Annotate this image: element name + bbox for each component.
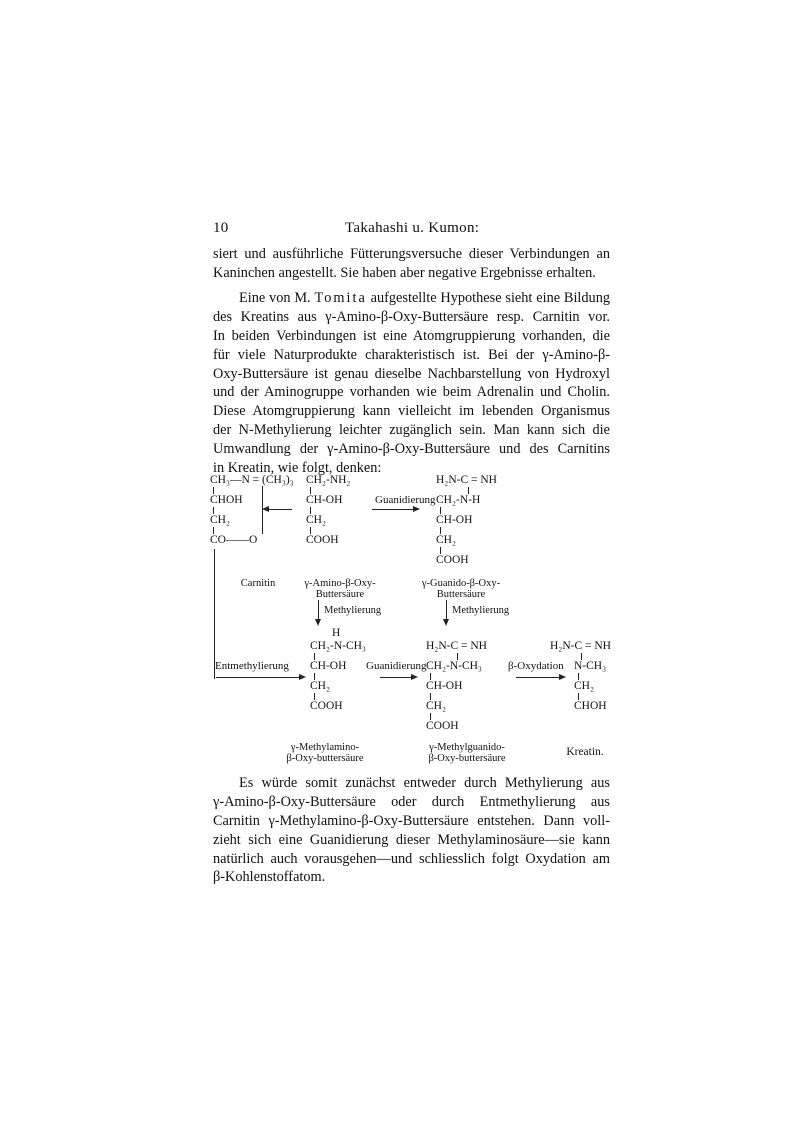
text-line: Carnitin γ-Methylamino-β-Oxy-Buttersäure entstehen. Dann voll- [213, 812, 610, 829]
paragraph-hypothesis [213, 289, 610, 478]
bond [578, 693, 579, 700]
text-line: In beiden Verbindungen ist eine Atomgruppierung vorhanden, die [213, 327, 610, 344]
formula-line: CH₂ [426, 700, 446, 712]
bond [440, 527, 441, 534]
bond [468, 487, 469, 494]
text-line: Umwandlung der γ-Amino-β-Oxy-Buttersäure und des Carnitins [213, 441, 610, 458]
label-methylamino [270, 742, 380, 764]
formula-line: H₂N-C = NH [436, 474, 497, 486]
text-line: siert und ausführliche Fütterungsversuche dieser Verbindungen an [213, 246, 610, 262]
arrow-right [516, 673, 566, 681]
formula-line: CH₂-N-CH₃ [426, 660, 482, 672]
formula-line: H [332, 627, 341, 639]
formula-line: CH-OH [306, 494, 343, 506]
arrow-down [442, 600, 450, 626]
text-line [213, 289, 610, 308]
text-line: Kaninchen angestellt. Sie haben aber negative Ergebnisse erhalten. [213, 264, 596, 281]
author-name: Tomita [314, 290, 367, 306]
label-guanido-acid [406, 578, 516, 600]
bond [310, 527, 311, 534]
bond [314, 693, 315, 700]
arrow-right [372, 505, 420, 513]
formula-line: COOH [426, 720, 459, 732]
label-amino-acid [290, 578, 390, 600]
bond [430, 713, 431, 720]
arrow-down [314, 600, 322, 626]
formula-line: CH₂ [306, 514, 326, 526]
formula-line: COOH [436, 554, 469, 566]
label-line: β-Oxy-buttersäure [428, 753, 506, 764]
formula-line: N-CH₃ [574, 660, 607, 672]
reaction-label-oxydation: β-Oxydation [508, 660, 564, 672]
label-line: γ-Methylguanido- [429, 742, 505, 753]
reaction-label-methylierung: Methylierung [452, 605, 510, 616]
text-line: zieht sich eine Guanidierung dieser Methylaminosäure—sie kann [213, 831, 610, 848]
text-line: γ-Amino-β-Oxy-Buttersäure oder durch Entmethylierung aus [213, 793, 610, 810]
label-line: γ-Methylamino- [290, 742, 360, 753]
text-fragment: Eine von M. [239, 290, 311, 306]
label-line: Buttersäure [436, 589, 486, 600]
formula-line: CHOH [210, 494, 243, 506]
text-line: der N-Methylierung leichter zugänglich sein. Man kann sich die [213, 422, 610, 439]
formula-line: CH-OH [436, 514, 473, 526]
bond [581, 653, 582, 660]
label-line: β-Oxy-buttersäure [286, 753, 364, 764]
running-title: Takahashi u. Kumon: [345, 220, 480, 236]
reaction-label-guanidierung: Guanidierung [366, 660, 427, 672]
bond [440, 507, 441, 514]
label-line: γ-Amino-β-Oxy- [304, 578, 376, 589]
label-line: Buttersäure [315, 589, 365, 600]
arrow-right [380, 673, 418, 681]
formula-line: CH-OH [310, 660, 347, 672]
formula-line: CH₂-NH₂ [306, 474, 351, 486]
formula-line: CH₃—N = (CH₃)₃ [210, 474, 294, 486]
bond [457, 653, 458, 660]
bond [430, 673, 431, 680]
formula-line: CH₂ [310, 680, 330, 692]
text-line: und der Aminogruppe vorhanden wie beim Adrenalin und Cholin. [213, 384, 610, 401]
formula-line: CO——O [210, 534, 258, 546]
formula-line: CH₂ [210, 514, 230, 526]
paragraph-intro [213, 245, 610, 283]
bond [314, 673, 315, 680]
formula-line: H₂N-C = NH [426, 640, 487, 652]
reaction-label-guanidierung: Guanidierung [375, 494, 436, 506]
text-line: des Kreatins aus γ-Amino-β-Oxy-Buttersäure resp. Carnitin vor. [213, 308, 610, 325]
text-line: natürlich auch vorausgehen—und schliesslich folgt Oxydation am [213, 850, 610, 867]
text-line: für viele Naturprodukte charakteristisch ist. Bei der γ-Amino-β- [213, 346, 610, 363]
bond [310, 487, 311, 494]
bond [578, 673, 579, 680]
label-methylguanido [408, 742, 526, 764]
arrow-left [262, 505, 292, 513]
label-carnitin: Carnitin [240, 578, 276, 589]
reaction-label-entmethylierung: Entmethylierung [215, 660, 289, 672]
reaction-label-methylierung: Methylierung [324, 605, 382, 616]
text-fragment: aufgestellte Hypothese sieht eine Bildung [370, 290, 610, 306]
formula-line: H₂N-C = NH [550, 640, 611, 652]
bond [310, 507, 311, 514]
formula-line: CH-OH [426, 680, 463, 692]
label-line: γ-Guanido-β-Oxy- [421, 578, 501, 589]
text-line: Diese Atomgruppierung kann vielleicht im lebenden Organismus [213, 403, 610, 420]
bond [430, 693, 431, 700]
arrow-right [216, 673, 306, 681]
paragraph-conclusion [213, 774, 610, 887]
formula-line: CH₂-N-CH₃ [310, 640, 366, 652]
bond [213, 507, 214, 514]
label-kreatin: Kreatin. [566, 746, 604, 758]
bond [440, 547, 441, 554]
text-line: Oxy-Buttersäure ist genau dieselbe Nachbarstellung von Hydroxyl [213, 365, 610, 382]
page-number: 10 [213, 220, 229, 236]
bond [213, 487, 214, 494]
formula-line: CH₂-N-H [436, 494, 481, 506]
formula-line: CH₂ [574, 680, 594, 692]
text-line: Es würde somit zunächst entweder durch Methylierung aus [239, 775, 610, 791]
formula-line: COOH [306, 534, 339, 546]
formula-line: CHOH [574, 700, 607, 712]
bond [314, 653, 315, 660]
formula-line: COOH [310, 700, 343, 712]
text-line: in Kreatin, wie folgt, denken: [213, 460, 382, 477]
text-line: β-Kohlenstoffatom. [213, 869, 326, 886]
formula-line: CH₂ [436, 534, 456, 546]
bond [213, 527, 214, 534]
